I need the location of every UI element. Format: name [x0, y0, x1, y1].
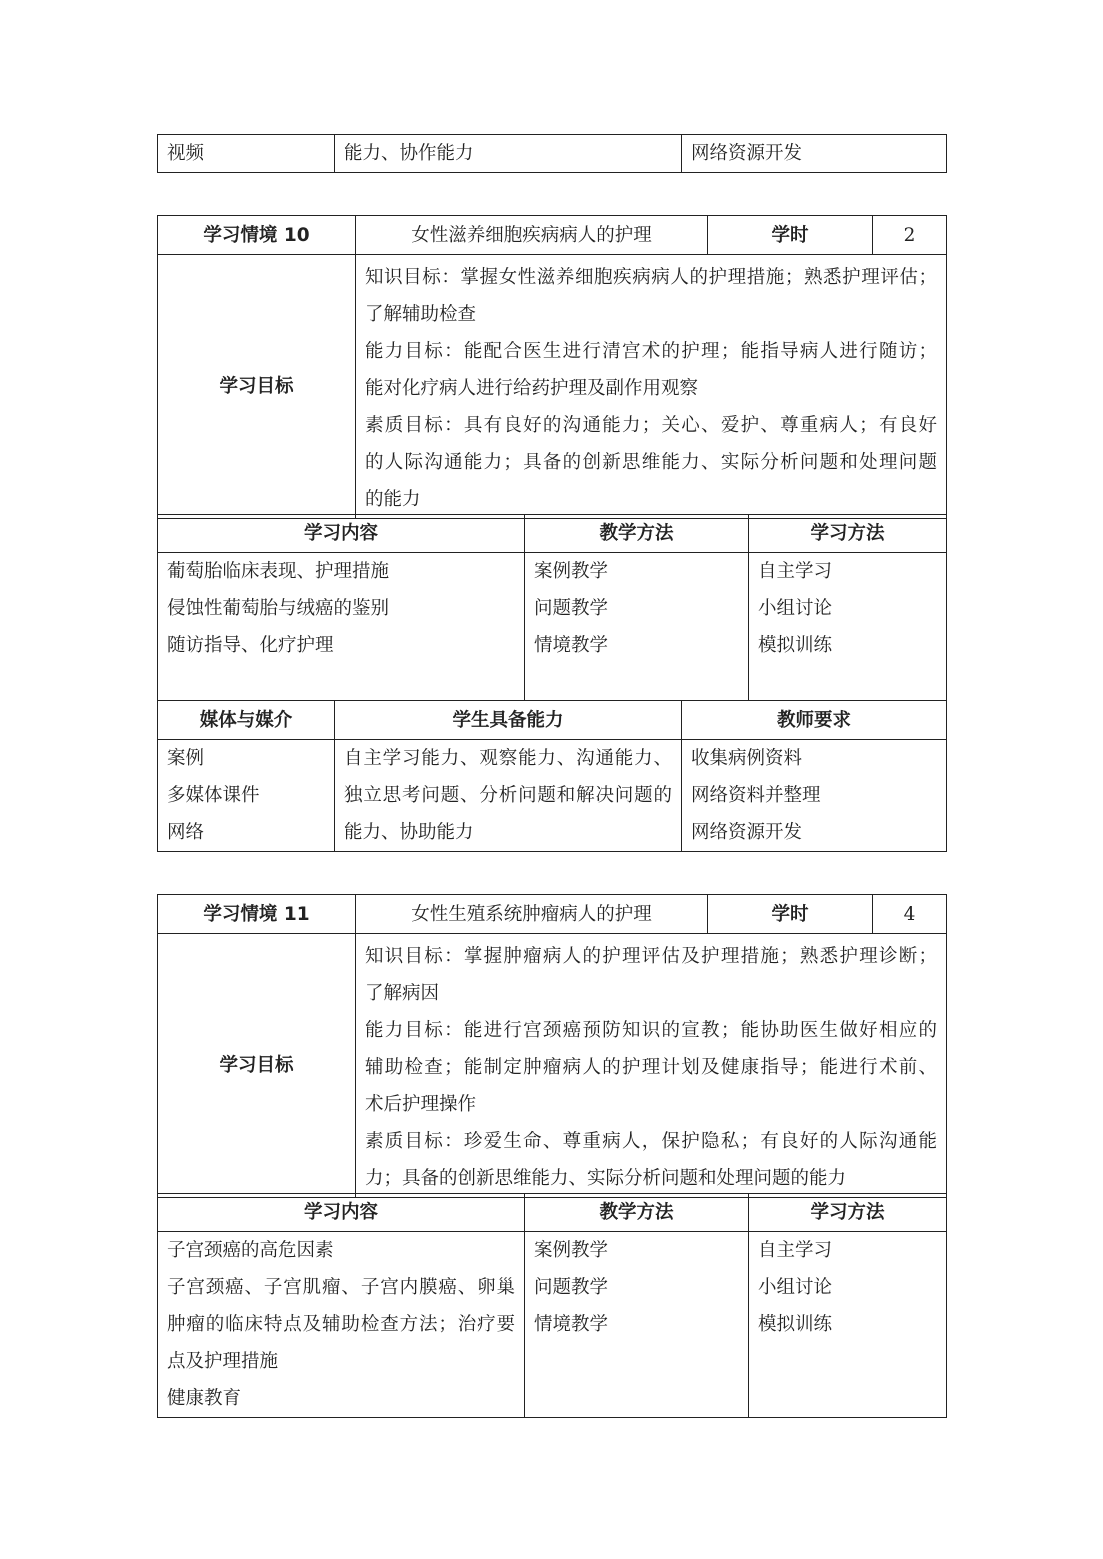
- teach-method-header: 教学方法: [525, 1194, 749, 1232]
- content-item: 子宫颈癌、子宫肌瘤、子宫内膜癌、卵巢: [167, 1277, 515, 1298]
- ability-line: 自主学习能力、观察能力、沟通能力、: [344, 748, 672, 769]
- hours-label: 学时: [708, 216, 873, 255]
- learn-method-header: 学习方法: [749, 1194, 947, 1232]
- content-item: 肿瘤的临床特点及辅助检查方法；治疗要: [167, 1314, 515, 1335]
- teacher-item: 网络资源开发: [691, 143, 803, 164]
- content-item: 点及护理措施: [167, 1351, 279, 1372]
- learn-method-item: 模拟训练: [758, 635, 833, 656]
- teach-method-item: 情境教学: [534, 1314, 609, 1335]
- ability-header: 学生具备能力: [335, 701, 682, 740]
- teach-method-item: 问题教学: [534, 1277, 609, 1298]
- situation-10-media-table: [157, 700, 947, 852]
- situation-title: 女性生殖系统肿瘤病人的护理: [356, 895, 708, 934]
- content-cell: [158, 553, 525, 701]
- hours-value: 2: [873, 216, 947, 255]
- ability-line: 能力、协助能力: [344, 822, 474, 843]
- situation-10-content-table: [157, 514, 947, 701]
- teach-method-item: 案例教学: [534, 561, 609, 582]
- goal-label: 学习目标: [158, 255, 356, 519]
- ability-line: 独立思考问题、分析问题和解决问题的: [344, 785, 672, 806]
- ability-line: 能力、协作能力: [344, 143, 474, 164]
- content-item: 随访指导、化疗护理: [167, 635, 334, 656]
- learn-method-cell: [749, 1232, 947, 1418]
- teacher-item: 收集病例资料: [691, 748, 803, 769]
- teacher-item: 网络资源开发: [691, 822, 803, 843]
- hours-value: 4: [873, 895, 947, 934]
- content-item: 葡萄胎临床表现、护理措施: [167, 561, 390, 582]
- teach-method-item: 情境教学: [534, 635, 609, 656]
- media-header: 媒体与媒介: [158, 701, 335, 740]
- goal-line: 术后护理操作: [365, 1094, 477, 1115]
- learn-method-header: 学习方法: [749, 515, 947, 553]
- goal-line: 能力目标：能配合医生进行清宫术的护理；能指导病人进行随访；: [365, 341, 937, 362]
- goal-line: 辅助检查；能制定肿瘤病人的护理计划及健康指导；能进行术前、: [365, 1057, 937, 1078]
- content-header: 学习内容: [158, 1194, 525, 1232]
- learn-method-item: 小组讨论: [758, 598, 833, 619]
- learn-method-cell: [749, 553, 947, 701]
- teach-method-cell: [525, 553, 749, 701]
- goal-line: 的能力: [365, 489, 421, 510]
- teacher-cell: [682, 740, 947, 852]
- teacher-item: 网络资料并整理: [691, 785, 821, 806]
- goal-line: 素质目标：具有良好的沟通能力；关心、爱护、尊重病人；有良好: [365, 415, 937, 436]
- learn-method-item: 自主学习: [758, 1240, 833, 1261]
- situation-10-header-table: [157, 215, 947, 519]
- teach-method-item: 案例教学: [534, 1240, 609, 1261]
- situation-11-content-table: [157, 1193, 947, 1418]
- goal-line: 能对化疗病人进行给药护理及副作用观察: [365, 378, 699, 399]
- ability-cell: [335, 740, 682, 852]
- goal-line: 力；具备的创新思维能力、实际分析问题和处理问题的能力: [365, 1168, 847, 1189]
- media-item: 视频: [167, 143, 205, 164]
- teacher-header: 教师要求: [682, 701, 947, 740]
- media-cell: [158, 740, 335, 852]
- goal-line: 知识目标：掌握女性滋养细胞疾病病人的护理措施；熟悉护理评估；: [365, 267, 937, 288]
- media-item: 多媒体课件: [167, 785, 260, 806]
- media-cell: [158, 135, 335, 173]
- previous-table-fragment: [157, 134, 947, 173]
- media-item: 网络: [167, 822, 205, 843]
- situation-label: 学习情境 11: [158, 895, 356, 934]
- goal-line: 了解辅助检查: [365, 304, 477, 325]
- situation-label: 学习情境 10: [158, 216, 356, 255]
- goal-line: 能力目标：能进行宫颈癌预防知识的宣教；能协助医生做好相应的: [365, 1020, 937, 1041]
- hours-label: 学时: [708, 895, 873, 934]
- goal-cell: [356, 255, 947, 519]
- learn-method-item: 自主学习: [758, 561, 833, 582]
- teacher-cell: [682, 135, 947, 173]
- content-item: 侵蚀性葡萄胎与绒癌的鉴别: [167, 598, 390, 619]
- situation-11-header-table: [157, 894, 947, 1198]
- content-header: 学习内容: [158, 515, 525, 553]
- teach-method-header: 教学方法: [525, 515, 749, 553]
- goal-label: 学习目标: [158, 934, 356, 1198]
- goal-cell: [356, 934, 947, 1198]
- teach-method-item: 问题教学: [534, 598, 609, 619]
- goal-line: 知识目标：掌握肿瘤病人的护理评估及护理措施；熟悉护理诊断；: [365, 946, 937, 967]
- content-item: 子宫颈癌的高危因素: [167, 1240, 334, 1261]
- situation-title: 女性滋养细胞疾病病人的护理: [356, 216, 708, 255]
- teach-method-cell: [525, 1232, 749, 1418]
- learn-method-item: 模拟训练: [758, 1314, 833, 1335]
- content-item: 健康教育: [167, 1388, 242, 1409]
- goal-line: 了解病因: [365, 983, 440, 1004]
- learn-method-item: 小组讨论: [758, 1277, 833, 1298]
- content-cell: [158, 1232, 525, 1418]
- ability-cell: [335, 135, 682, 173]
- goal-line: 的人际沟通能力；具备的创新思维能力、实际分析问题和处理问题: [365, 452, 937, 473]
- goal-line: 素质目标：珍爱生命、尊重病人，保护隐私；有良好的人际沟通能: [365, 1131, 937, 1152]
- media-item: 案例: [167, 748, 205, 769]
